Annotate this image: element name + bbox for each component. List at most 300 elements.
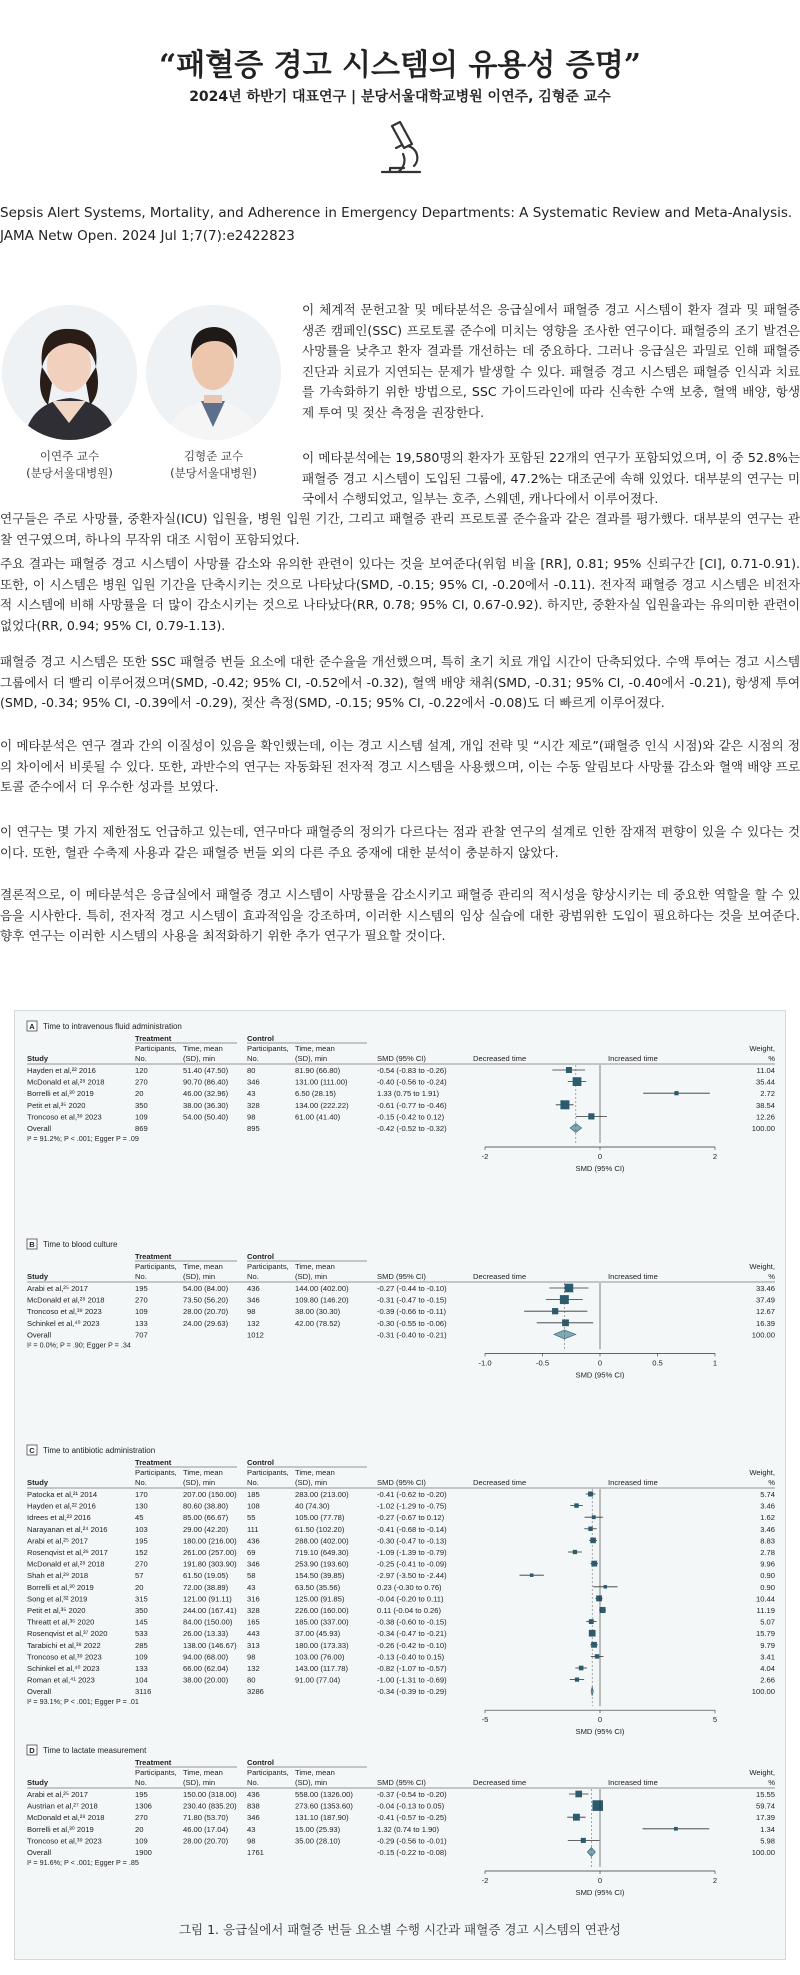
- control-time: 226.00 (160.00): [295, 1606, 349, 1615]
- study-name: Troncoso et al,³⁹ 2023: [27, 1112, 102, 1122]
- study-weight: 1.34: [760, 1824, 775, 1834]
- control-time: 283.00 (213.00): [295, 1490, 349, 1499]
- study-weight: 17.39: [755, 1813, 775, 1823]
- x-tick-label: 2: [712, 1876, 718, 1885]
- header-weight: Weight,: [749, 1468, 775, 1477]
- study-smd-ci: -0.82 (-1.07 to -0.57): [377, 1664, 447, 1673]
- panel-title: Time to lactate measurement: [43, 1746, 147, 1755]
- x-tick-label: -1.0: [478, 1358, 492, 1368]
- overall-smd-ci: -0.42 (-0.52 to -0.32): [377, 1124, 447, 1133]
- study-weight: 11.04: [756, 1066, 775, 1075]
- control-n: 43: [247, 1824, 256, 1834]
- treatment-n: 350: [135, 1100, 148, 1110]
- control-time: 103.00 (76.00): [295, 1652, 345, 1662]
- control-n: 436: [247, 1790, 260, 1799]
- study-smd-ci: -0.30 (-0.55 to -0.06): [377, 1318, 447, 1328]
- treatment-time: 230.40 (835.20): [183, 1801, 237, 1811]
- paragraph: 결론적으로, 이 메타분석은 응급실에서 패혈증 경고 시스템이 사망률을 감소시키고 패혈증 관리의 적시성을 향상시키는 데 중요한 역할을 할 수 있음을 시사한다. 특히, 전자적 경고 시스템이 효과적임을 강조하며, 이러한 시스템의 임상 실습에 대한 광범위한 도입이 필요하다는 것을 보여준다. 향후 연구는 이러한 시스템의 사용을 최적화하기 위한 추가 연구가 필요할 것이다.: [0, 887, 800, 943]
- header-treatment: Treatment: [135, 1458, 172, 1467]
- study-name: Austrian et al,²⁷ 2018: [27, 1801, 98, 1811]
- study-name: Rosenqvist et al,³⁷ 2020: [27, 1629, 108, 1639]
- treatment-n: 130: [135, 1501, 148, 1511]
- study-weight: 3.46: [760, 1524, 775, 1534]
- header-participants: Participants,: [135, 1262, 177, 1271]
- control-time: 185.00 (337.00): [295, 1617, 349, 1627]
- overall-control-n: 3286: [247, 1687, 264, 1697]
- author-name: 김형준 교수: [183, 449, 244, 463]
- study-smd-ci: -0.37 (-0.54 to -0.20): [377, 1790, 447, 1799]
- study-weight: 5.07: [760, 1617, 775, 1627]
- header-increased-time: Increased time: [608, 1054, 658, 1063]
- header-participants: No.: [135, 1778, 147, 1787]
- x-axis-label: SMD (95% CI): [575, 1164, 625, 1173]
- study-point: [579, 1666, 584, 1671]
- header-treatment: Treatment: [135, 1252, 172, 1261]
- study-name: Arabi et al,²⁵ 2017: [27, 1536, 88, 1546]
- study-name: Narayanan et al,²⁴ 2016: [27, 1524, 108, 1534]
- study-point: [562, 1319, 569, 1326]
- treatment-time: 244.00 (167.41): [183, 1606, 237, 1615]
- treatment-time: 180.00 (216.00): [183, 1536, 237, 1546]
- study-point: [573, 1077, 582, 1086]
- header-participants: No.: [247, 1478, 259, 1487]
- header-participants: Participants,: [247, 1768, 289, 1777]
- x-tick-label: -0.5: [535, 1358, 550, 1368]
- paragraph: 이 체계적 문헌고찰 및 메타분석은 응급실에서 패혈증 경고 시스템이 환자 결과 및 패혈증 생존 캠페인(SSC) 프로토콜 준수에 미치는 영향을 조사한 연구이다. 패혈증의 조기 발견은 사망률을 낮추고 환자 결과를 개선하는 데 중요하다. 그러나 응급실은 과밀로 인해 패혈증 진단과 치료가 지연되는 문제가 발생할 수 있다. 패혈증 경고 시스템은 패혈증 인식과 치료를 가속화하기 위한 방법으로, SSC 가이드라인에 따라 신속한 수액 보충, 혈액 배양, 항생제 투여 및 젖산 측정을 권장한다.: [302, 302, 800, 420]
- treatment-n: 133: [135, 1664, 148, 1673]
- paper-citation: Sepsis Alert Systems, Mortality, and Adherence in Emergency Departments: A Systematic Review and Meta-Analysis. JAMA Netw Open. 2024 Jul 1;7(7):e2422823: [0, 205, 793, 244]
- header-control: Control: [247, 1034, 274, 1043]
- study-point: [575, 1677, 579, 1681]
- overall-treatment-n: 869: [135, 1124, 148, 1133]
- control-n: 185: [247, 1490, 260, 1499]
- treatment-n: 270: [135, 1813, 148, 1823]
- study-name: Troncoso et al,³⁹ 2023: [27, 1307, 102, 1317]
- study-name: McDonald et al,²⁸ 2018: [27, 1559, 105, 1569]
- header-weight: %: [768, 1778, 775, 1787]
- study-weight: 3.46: [760, 1501, 775, 1511]
- study-smd-ci: -0.61 (-0.77 to -0.46): [377, 1100, 447, 1110]
- study-name: Troncoso et al,³⁹ 2023: [27, 1652, 102, 1662]
- control-n: 98: [247, 1652, 256, 1662]
- study-smd-ci: -0.27 (-0.44 to -0.10): [377, 1284, 447, 1293]
- control-time: 37.00 (45.93): [295, 1629, 341, 1639]
- study-weight: 8.83: [760, 1536, 775, 1546]
- control-n: 69: [247, 1548, 256, 1557]
- panel-label: D: [29, 1746, 35, 1755]
- study-point: [590, 1538, 596, 1544]
- study-smd-ci: -0.15 (-0.42 to 0.12): [377, 1112, 445, 1122]
- study-point: [560, 1100, 569, 1109]
- control-time: 109.80 (146.20): [295, 1295, 349, 1305]
- control-n: 80: [247, 1675, 256, 1685]
- header-study: Study: [27, 1272, 49, 1281]
- header-weight: Weight,: [749, 1768, 775, 1777]
- header-decreased-time: Decreased time: [473, 1054, 527, 1063]
- treatment-n: 270: [135, 1077, 148, 1087]
- study-name: McDonald et al,²⁸ 2018: [27, 1295, 105, 1305]
- treatment-time: 38.00 (36.30): [183, 1100, 229, 1110]
- header-time: (SD), min: [183, 1272, 216, 1281]
- author-affiliation: (분당서울대병원): [26, 466, 113, 480]
- treatment-time: 261.00 (257.00): [183, 1548, 237, 1557]
- x-tick-label: 0: [597, 1358, 603, 1368]
- control-n: 346: [247, 1295, 260, 1305]
- control-n: 328: [247, 1606, 260, 1615]
- overall-weight: 100.00: [751, 1687, 775, 1697]
- heterogeneity-stats: I² = 0.0%; P = .90; Egger P = .34: [27, 1340, 131, 1350]
- header-participants: No.: [247, 1272, 259, 1281]
- panel-label: C: [29, 1446, 35, 1455]
- study-point: [530, 1573, 533, 1576]
- treatment-time: 24.00 (29.63): [183, 1318, 229, 1328]
- study-point: [674, 1827, 678, 1831]
- header-weight: %: [768, 1054, 775, 1063]
- treatment-time: 66.00 (62.04): [183, 1664, 229, 1673]
- panel-title: Time to intravenous fluid administration: [43, 1022, 182, 1031]
- paragraph: 이 메타분석에는 19,580명의 환자가 포함된 22개의 연구가 포함되었으며, 이 중 52.8%는 패혈증 경고 시스템이 도입된 그룹에, 47.2%는 대조군에 속해 있었다. 대부분의 연구는 미국에서 수행되었고, 일부는 호주, 스웨덴, 캐나다에서 이루어졌다.: [302, 450, 800, 506]
- study-name: Hayden et al,²² 2016: [27, 1066, 96, 1075]
- treatment-time: 207.00 (150.00): [183, 1490, 237, 1499]
- paragraph: 주요 결과는 패혈증 경고 시스템이 사망률 감소와 유의한 관련이 있다는 것을 보여준다(위험 비율 [RR], 0.81; 95% 신뢰구간 [CI], 0.71-0.91). 또한, 이 시스템은 병원 입원 기간을 단축시키는 것으로 나타났다(SMD, -0.15; 95% CI, -0.20에서 -0.11). 전자적 패혈증 경고 시스템은 비전자적 시스템에 비해 사망률을 더 많이 감소시키는 것으로 나타났다(RR, 0.78; 95% CI, 0.67-0.92). 하지만, 중환자실 입원율과는 유의미한 관련이 없었다(RR, 0.94; 95% CI, 0.79-1.13).: [0, 556, 800, 633]
- x-tick-label: 0: [597, 1876, 603, 1885]
- control-n: 838: [247, 1801, 260, 1811]
- author-name: 이연주 교수: [39, 449, 100, 463]
- paragraph: 이 연구는 몇 가지 제한점도 언급하고 있는데, 연구마다 패혈증의 정의가 다르다는 점과 관찰 연구의 설계로 인한 잠재적 편향이 있을 수 있다는 것이다. 또한, 혈관 수축제 사용과 같은 패혈증 번들 외의 다른 주요 중재에 대한 분석이 충분하지 않았다.: [0, 824, 800, 860]
- x-axis-label: SMD (95% CI): [575, 1370, 625, 1380]
- treatment-time: 26.00 (13.33): [183, 1629, 229, 1639]
- study-smd-ci: 0.11 (-0.04 to 0.26): [377, 1606, 442, 1615]
- author-photo: [146, 305, 281, 440]
- study-point: [566, 1067, 572, 1073]
- header-time: Time, mean: [183, 1768, 223, 1777]
- overall-control-n: 1012: [247, 1330, 264, 1340]
- overall-control-n: 1761: [247, 1848, 264, 1857]
- study-name: Song et al,³² 2019: [27, 1594, 88, 1604]
- study-weight: 59.74: [755, 1801, 775, 1811]
- study-smd-ci: 0.23 (-0.30 to 0.76): [377, 1582, 442, 1592]
- study-point: [565, 1284, 574, 1293]
- study-weight: 4.04: [760, 1664, 775, 1673]
- control-time: 558.00 (1326.00): [295, 1790, 353, 1799]
- header-time: Time, mean: [295, 1262, 335, 1271]
- overall-diamond: [554, 1330, 576, 1339]
- study-name: Shah et al,²⁹ 2018: [27, 1571, 89, 1581]
- header-study: Study: [27, 1054, 49, 1063]
- treatment-time: 94.00 (68.00): [183, 1652, 229, 1662]
- study-weight: 38.54: [755, 1100, 775, 1110]
- study-weight: 3.41: [760, 1652, 775, 1662]
- overall-weight: 100.00: [751, 1124, 775, 1133]
- treatment-n: 45: [135, 1513, 144, 1523]
- panel-label: B: [29, 1240, 35, 1249]
- treatment-n: 195: [135, 1284, 148, 1293]
- overall-weight: 100.00: [751, 1330, 775, 1340]
- study-smd-ci: -0.13 (-0.40 to 0.15): [377, 1652, 445, 1662]
- overall-treatment-n: 1900: [135, 1848, 152, 1857]
- overall-label: Overall: [27, 1330, 52, 1340]
- study-name: Troncoso et al,³⁹ 2023: [27, 1836, 102, 1846]
- control-n: 346: [247, 1559, 260, 1569]
- panel-title: Time to antibiotic administration: [43, 1446, 156, 1455]
- header-participants: No.: [135, 1272, 147, 1281]
- author-photos: [0, 305, 290, 495]
- treatment-time: 38.00 (20.00): [183, 1675, 229, 1685]
- header-participants: No.: [135, 1054, 147, 1063]
- study-name: Borrelli et al,³⁰ 2019: [27, 1582, 94, 1592]
- study-weight: 0.90: [760, 1571, 775, 1581]
- header-smd: SMD (95% CI): [377, 1778, 426, 1787]
- study-smd-ci: 1.32 (0.74 to 1.90): [377, 1824, 440, 1834]
- header-time: (SD), min: [295, 1778, 328, 1787]
- study-smd-ci: -0.26 (-0.42 to -0.10): [377, 1640, 447, 1650]
- study-name: McDonald et al,²⁸ 2018: [27, 1813, 105, 1823]
- treatment-n: 103: [135, 1524, 148, 1534]
- treatment-time: 54.00 (84.00): [183, 1284, 229, 1293]
- control-time: 40 (74.30): [295, 1501, 330, 1511]
- header-increased-time: Increased time: [608, 1272, 658, 1281]
- study-smd-ci: -0.54 (-0.83 to -0.26): [377, 1066, 447, 1075]
- header-participants: Participants,: [247, 1044, 289, 1053]
- header-smd: SMD (95% CI): [377, 1272, 426, 1281]
- figure-caption: 그림 1. 응급실에서 패혈증 번들 요소별 수행 시간과 패혈증 경고 시스템의 연관성: [178, 1922, 622, 1937]
- study-weight: 2.78: [760, 1548, 775, 1557]
- study-smd-ci: -0.34 (-0.47 to -0.21): [377, 1629, 447, 1639]
- control-time: 61.50 (102.20): [295, 1524, 345, 1534]
- study-weight: 15.79: [755, 1629, 775, 1639]
- overall-treatment-n: 707: [135, 1330, 148, 1340]
- overall-diamond: [570, 1124, 582, 1133]
- header-time: (SD), min: [183, 1478, 216, 1487]
- x-tick-label: 0.5: [652, 1358, 663, 1368]
- study-point: [592, 1800, 603, 1811]
- overall-weight: 100.00: [751, 1848, 775, 1857]
- treatment-n: 20: [135, 1089, 144, 1099]
- control-n: 313: [247, 1640, 260, 1650]
- treatment-time: 138.00 (146.67): [183, 1640, 237, 1650]
- control-n: 111: [247, 1524, 259, 1534]
- control-time: 91.00 (77.04): [295, 1675, 341, 1685]
- header-participants: Participants,: [247, 1262, 289, 1271]
- control-time: 38.00 (30.30): [295, 1307, 341, 1317]
- control-n: 436: [247, 1536, 260, 1546]
- study-smd-ci: -0.41 (-0.57 to -0.25): [377, 1813, 447, 1823]
- study-smd-ci: -0.25 (-0.41 to -0.09): [377, 1559, 447, 1569]
- x-tick-label: 1: [712, 1358, 718, 1368]
- control-time: 81.90 (66.80): [295, 1066, 341, 1075]
- treatment-n: 109: [135, 1112, 148, 1122]
- control-n: 98: [247, 1112, 256, 1122]
- study-weight: 2.72: [760, 1089, 775, 1099]
- study-weight: 9.79: [760, 1640, 775, 1650]
- treatment-n: 109: [135, 1836, 148, 1846]
- study-point: [600, 1607, 606, 1613]
- control-n: 436: [247, 1284, 260, 1293]
- header-treatment: Treatment: [135, 1034, 172, 1043]
- study-name: Idrees et al,²³ 2016: [27, 1513, 91, 1523]
- header-time: Time, mean: [295, 1468, 335, 1477]
- study-name: Petit et al,³⁵ 2020: [27, 1100, 86, 1110]
- treatment-n: 109: [135, 1307, 148, 1317]
- treatment-time: 90.70 (86.40): [183, 1077, 229, 1087]
- control-time: 131.00 (111.00): [295, 1077, 348, 1087]
- x-tick-label: 0: [597, 1152, 603, 1161]
- header-increased-time: Increased time: [608, 1478, 658, 1487]
- x-tick-label: 0: [597, 1715, 603, 1725]
- control-time: 42.00 (78.52): [295, 1318, 341, 1328]
- overall-smd-ci: -0.15 (-0.22 to -0.08): [377, 1848, 447, 1857]
- header-time: Time, mean: [295, 1044, 335, 1053]
- control-n: 346: [247, 1077, 260, 1087]
- header-smd: SMD (95% CI): [377, 1478, 426, 1487]
- control-time: 15.00 (25.93): [295, 1824, 341, 1834]
- treatment-time: 73.50 (56.20): [183, 1295, 229, 1305]
- study-point: [574, 1503, 578, 1507]
- study-weight: 11.19: [756, 1606, 775, 1615]
- control-time: 180.00 (173.33): [295, 1640, 349, 1650]
- x-tick-label: -5: [481, 1715, 489, 1725]
- x-tick-label: 5: [712, 1715, 718, 1725]
- study-smd-ci: -0.30 (-0.47 to -0.13): [377, 1536, 447, 1546]
- treatment-n: 109: [135, 1652, 148, 1662]
- study-name: Borrelli et al,³⁰ 2019: [27, 1089, 94, 1099]
- control-n: 346: [247, 1813, 260, 1823]
- treatment-n: 315: [135, 1594, 148, 1604]
- control-time: 134.00 (222.22): [295, 1100, 349, 1110]
- header-study: Study: [27, 1478, 49, 1487]
- study-point: [589, 1619, 594, 1624]
- header-weight: %: [768, 1478, 775, 1487]
- study-weight: 12.26: [755, 1112, 775, 1122]
- header-time: (SD), min: [183, 1778, 216, 1787]
- header-time: (SD), min: [295, 1478, 328, 1487]
- study-weight: 15.55: [755, 1790, 775, 1799]
- study-weight: 35.44: [755, 1077, 775, 1087]
- control-time: 35.00 (28.10): [295, 1836, 341, 1846]
- header-smd: SMD (95% CI): [377, 1054, 426, 1063]
- study-point: [573, 1814, 580, 1821]
- treatment-n: 270: [135, 1295, 148, 1305]
- study-name: Arabi et al,²⁵ 2017: [27, 1284, 88, 1293]
- study-smd-ci: -0.39 (-0.66 to -0.11): [377, 1307, 447, 1317]
- treatment-n: 1306: [135, 1801, 152, 1811]
- study-weight: 16.39: [755, 1318, 775, 1328]
- header-participants: No.: [135, 1478, 147, 1487]
- study-weight: 5.74: [760, 1490, 775, 1499]
- panel-label: A: [29, 1022, 35, 1031]
- study-weight: 2.66: [760, 1675, 775, 1685]
- treatment-time: 29.00 (42.20): [183, 1524, 229, 1534]
- overall-smd-ci: -0.34 (-0.39 to -0.29): [377, 1687, 447, 1697]
- treatment-time: 80.60 (38.80): [183, 1501, 229, 1511]
- study-point: [604, 1585, 607, 1588]
- header-participants: No.: [247, 1054, 259, 1063]
- study-smd-ci: -0.04 (-0.13 to 0.05): [377, 1801, 445, 1811]
- header-time: (SD), min: [183, 1054, 216, 1063]
- study-weight: 12.67: [755, 1307, 775, 1317]
- control-time: 125.00 (91.85): [295, 1594, 345, 1604]
- author-affiliation: (분당서울대병원): [170, 466, 257, 480]
- treatment-time: 191.80 (303.90): [183, 1559, 237, 1569]
- study-point: [596, 1595, 602, 1601]
- treatment-time: 71.80 (53.70): [183, 1813, 229, 1823]
- control-n: 328: [247, 1100, 260, 1110]
- study-weight: 9.96: [760, 1559, 775, 1569]
- study-point: [581, 1838, 586, 1843]
- study-point: [552, 1308, 558, 1314]
- treatment-n: 350: [135, 1606, 148, 1615]
- treatment-n: 152: [135, 1548, 148, 1557]
- treatment-time: 28.00 (20.70): [183, 1307, 229, 1317]
- treatment-time: 150.00 (318.00): [183, 1790, 237, 1799]
- study-smd-ci: -0.40 (-0.56 to -0.24): [377, 1077, 447, 1087]
- header-control: Control: [247, 1252, 274, 1261]
- study-smd-ci: -1.02 (-1.29 to -0.75): [377, 1501, 447, 1511]
- x-axis-label: SMD (95% CI): [575, 1888, 625, 1897]
- control-time: 719.10 (649.30): [295, 1548, 349, 1557]
- page-subtitle: 2024년 하반기 대표연구 | 분당서울대학교병원 이연주, 김형준 교수: [189, 89, 611, 105]
- microscope-icon: [370, 118, 430, 178]
- control-time: 253.90 (193.60): [295, 1559, 349, 1569]
- study-weight: 5.98: [760, 1836, 775, 1846]
- paragraph: 연구들은 주로 사망률, 중환자실(ICU) 입원율, 병원 입원 기간, 그리고 패혈증 관리 프로토콜 준수율과 같은 결과를 평가했다. 대부분의 연구는 관찰 연구였으며, 하나의 무작위 대조 시험이 포함되었다.: [0, 511, 800, 547]
- header-treatment: Treatment: [135, 1758, 172, 1767]
- study-point: [588, 1113, 594, 1119]
- study-name: Tarabichi et al,³⁸ 2022: [27, 1640, 101, 1650]
- treatment-n: 270: [135, 1559, 148, 1569]
- author-photo: [2, 305, 137, 440]
- heterogeneity-stats: I² = 91.6%; P < .001; Egger P = .85: [27, 1858, 139, 1867]
- control-n: 58: [247, 1571, 256, 1581]
- treatment-n: 170: [135, 1490, 148, 1499]
- author-card: [146, 305, 281, 482]
- paragraph: 이 메타분석은 연구 결과 간의 이질성이 있음을 확인했는데, 이는 경고 시스템 설계, 개입 전략 및 “시간 제로”(패혈증 인식 시점)와 같은 시점의 정의 차이에서 비롯될 수 있다. 또한, 과반수의 연구는 자동화된 전자적 경고 시스템을 사용했으며, 이는 수동 알림보다 사망률 감소와 혈액 배양 프로토콜 준수에서 더 우수한 성과를 보였다.: [0, 738, 800, 794]
- control-n: 165: [247, 1617, 260, 1627]
- control-n: 132: [247, 1664, 260, 1673]
- study-name: Schinkel et al,⁴⁰ 2023: [27, 1664, 100, 1673]
- study-point: [592, 1515, 596, 1519]
- study-point: [674, 1091, 678, 1095]
- overall-label: Overall: [27, 1124, 52, 1133]
- study-name: Hayden et al,²² 2016: [27, 1501, 96, 1511]
- control-time: 105.00 (77.78): [295, 1513, 345, 1523]
- study-weight: 33.46: [755, 1284, 775, 1293]
- header-weight: Weight,: [749, 1262, 775, 1271]
- control-time: 63.50 (35.56): [295, 1582, 341, 1592]
- treatment-time: 54.00 (50.40): [183, 1112, 229, 1122]
- forest-plot: [15, 1011, 787, 1911]
- study-smd-ci: -2.97 (-3.50 to -2.44): [377, 1571, 447, 1581]
- header-decreased-time: Decreased time: [473, 1778, 527, 1787]
- treatment-n: 104: [135, 1675, 148, 1685]
- overall-smd-ci: -0.31 (-0.40 to -0.21): [377, 1330, 447, 1340]
- control-time: 61.00 (41.40): [295, 1112, 341, 1122]
- control-n: 98: [247, 1307, 256, 1317]
- study-weight: 0.90: [760, 1582, 775, 1592]
- heterogeneity-stats: I² = 93.1%; P < .001; Egger P = .01: [27, 1697, 139, 1707]
- overall-label: Overall: [27, 1687, 52, 1697]
- study-name: Borrelli et al,³⁰ 2019: [27, 1824, 94, 1834]
- author-card: [2, 305, 137, 482]
- x-axis-label: SMD (95% CI): [575, 1727, 625, 1737]
- study-point: [595, 1654, 599, 1658]
- control-n: 43: [247, 1582, 256, 1592]
- treatment-time: 51.40 (47.50): [183, 1066, 229, 1075]
- header-time: Time, mean: [183, 1468, 223, 1477]
- overall-label: Overall: [27, 1848, 52, 1857]
- header-decreased-time: Decreased time: [473, 1478, 527, 1487]
- study-weight: 10.44: [755, 1594, 775, 1604]
